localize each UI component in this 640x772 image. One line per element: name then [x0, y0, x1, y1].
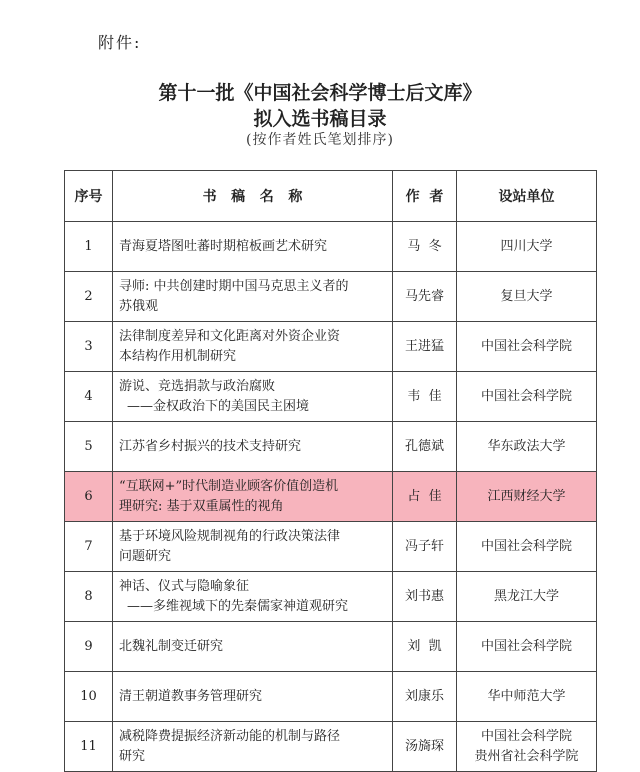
row-unit-line: 复旦大学: [500, 288, 553, 304]
row-unit: [457, 622, 597, 672]
row-number: 9: [65, 622, 113, 672]
row-title-line: “互联网+”时代制造业顾客价值创造机: [119, 478, 339, 494]
table-row: [65, 322, 597, 372]
row-number: 7: [65, 522, 113, 572]
row-unit: [457, 722, 597, 772]
header-unit: 设站单位: [457, 171, 597, 222]
row-title-line: 研究: [119, 748, 146, 764]
row-title-line: 北魏礼制变迁研究: [119, 638, 224, 654]
row-unit-line: 中国社会科学院: [480, 388, 572, 404]
row-author: 孔德斌: [393, 422, 457, 472]
table-row: [65, 722, 597, 772]
row-number: 4: [65, 372, 113, 422]
header-author: 作 者: [393, 171, 457, 222]
row-title: [113, 522, 393, 572]
row-author: 韦 佳: [393, 372, 457, 422]
table-row: [65, 472, 597, 522]
row-unit-line: 四川大学: [500, 238, 553, 254]
row-unit: [457, 472, 597, 522]
table-row: [65, 672, 597, 722]
row-unit-line: 中国社会科学院: [480, 728, 572, 744]
row-unit-line: 贵州省社会科学院: [474, 748, 579, 764]
row-unit: [457, 572, 597, 622]
row-number: 2: [65, 272, 113, 322]
row-author: 王进猛: [393, 322, 457, 372]
row-title: [113, 622, 393, 672]
row-title: [113, 722, 393, 772]
row-unit: [457, 522, 597, 572]
table-row: [65, 522, 597, 572]
row-title-line: 游说、竞选捐款与政治腐败: [119, 378, 276, 394]
document-subtitle: (按作者姓氏笔划排序): [246, 132, 394, 148]
table-row: [65, 622, 597, 672]
row-title-line: 清王朝道教事务管理研究: [119, 688, 263, 704]
row-title-line: ——金权政治下的美国民主困境: [127, 398, 310, 414]
row-title-line: 问题研究: [119, 548, 172, 564]
row-unit: [457, 272, 597, 322]
row-unit: [457, 672, 597, 722]
row-author: 马 冬: [393, 222, 457, 272]
table-row: [65, 422, 597, 472]
row-author: 马先睿: [393, 272, 457, 322]
row-title: [113, 322, 393, 372]
row-number: 6: [65, 472, 113, 522]
row-author: 占 佳: [393, 472, 457, 522]
row-author: 刘书惠: [393, 572, 457, 622]
row-title-line: 法律制度差异和文化距离对外资企业资: [119, 328, 341, 344]
row-unit: [457, 372, 597, 422]
header-title: 书 稿 名 称: [113, 171, 393, 222]
row-title: [113, 472, 393, 522]
document-title: 第十一批《中国社会科学博士后文库》: [158, 82, 482, 104]
row-author: 汤旖琛: [393, 722, 457, 772]
header-no: 序号: [65, 171, 113, 222]
row-author: 刘康乐: [393, 672, 457, 722]
row-number: 11: [65, 722, 113, 772]
row-unit-line: 中国社会科学院: [480, 338, 572, 354]
row-title-line: 理研究: 基于双重属性的视角: [119, 498, 284, 514]
row-title-line: ——多维视域下的先秦儒家神道观研究: [127, 598, 349, 614]
row-number: 8: [65, 572, 113, 622]
row-unit-line: 中国社会科学院: [480, 538, 572, 554]
document-title-line2: 拟入选书稿目录: [253, 108, 387, 130]
row-unit: [457, 222, 597, 272]
row-title-line: 江苏省乡村振兴的技术支持研究: [119, 438, 302, 454]
row-number: 1: [65, 222, 113, 272]
row-author: 刘 凯: [393, 622, 457, 672]
row-title-line: 苏俄观: [119, 298, 159, 314]
row-number: 5: [65, 422, 113, 472]
row-title-line: 基于环境风险规制视角的行政决策法律: [119, 528, 341, 544]
table-row: [65, 572, 597, 622]
manuscript-table: [64, 170, 597, 772]
row-title-line: 减税降费提振经济新动能的机制与路径: [119, 728, 341, 744]
table-row: [65, 372, 597, 422]
row-number: 3: [65, 322, 113, 372]
row-title: [113, 222, 393, 272]
table-row: [65, 222, 597, 272]
row-title-line: 本结构作用机制研究: [119, 348, 237, 364]
attachment-label: 附件:: [98, 33, 142, 52]
row-unit-line: 黑龙江大学: [493, 588, 559, 604]
row-title: [113, 372, 393, 422]
row-unit-line: 江西财经大学: [487, 488, 566, 504]
row-unit-line: 中国社会科学院: [480, 638, 572, 654]
table-header-row: [65, 171, 597, 222]
row-title: [113, 572, 393, 622]
table-row: [65, 272, 597, 322]
row-title: [113, 272, 393, 322]
row-unit: [457, 322, 597, 372]
row-title: [113, 672, 393, 722]
row-title-line: 青海夏塔图吐蕃时期棺板画艺术研究: [119, 238, 328, 254]
row-unit-line: 华中师范大学: [487, 688, 566, 704]
row-unit: [457, 422, 597, 472]
row-title-line: 神话、仪式与隐喻象征: [119, 578, 250, 594]
row-author: 冯子轩: [393, 522, 457, 572]
row-number: 10: [65, 672, 113, 722]
row-title: [113, 422, 393, 472]
row-title-line: 寻师: 中共创建时期中国马克思主义者的: [119, 278, 349, 294]
row-unit-line: 华东政法大学: [487, 438, 566, 454]
